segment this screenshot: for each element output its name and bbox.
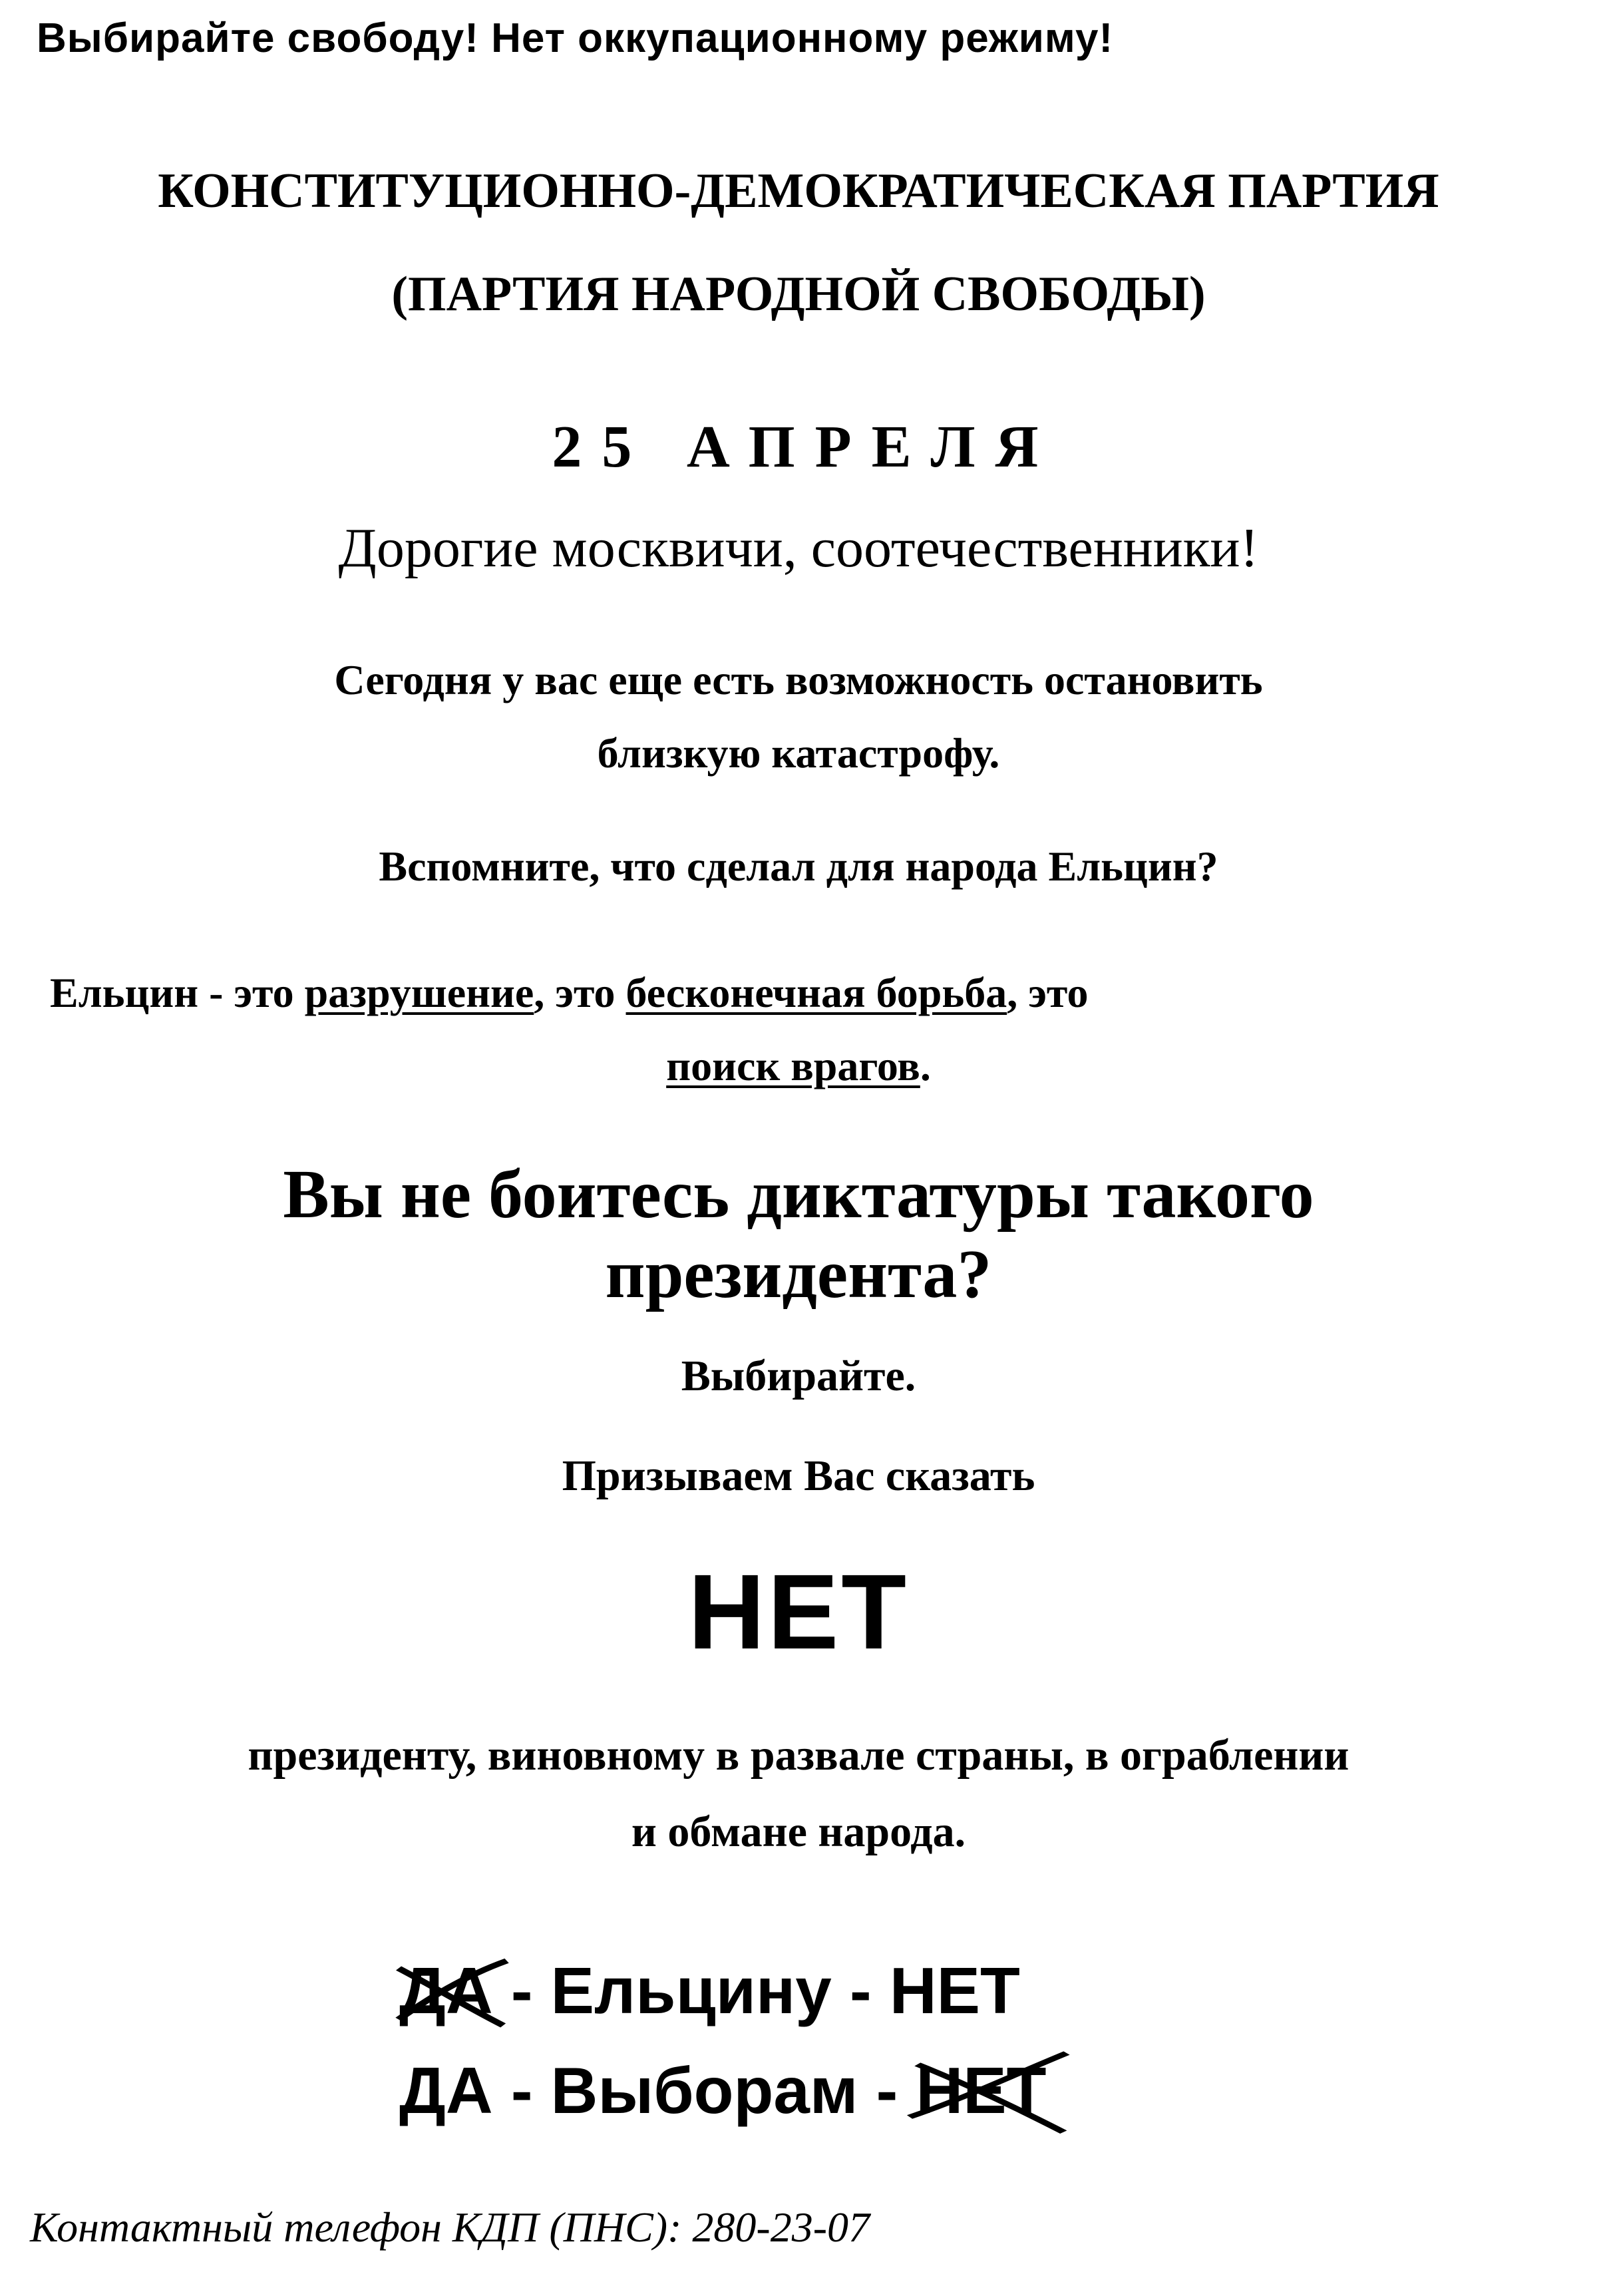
contact-phone: Контактный телефон КДП (ПНС): 280-23-07 [30,2203,870,2251]
paragraph3-end: . [920,1042,931,1089]
struck-yes [399,1953,493,2028]
paragraph1-line1: Сегодня у вас еще есть возможность остановить [334,656,1263,703]
paragraph3-line2 [0,1042,1597,1091]
paragraph3-suffix: , это [1007,969,1089,1016]
slogan-header: Выбирайте свободу! Нет оккупационному режиму! [37,15,1114,61]
underlined-destruction: разрушение [304,969,534,1016]
paragraph2: Вспомните, что сделал для народа Ельцин? [379,843,1218,890]
big-no-heading: НЕТ [688,1552,909,1671]
party-subtitle: (ПАРТИЯ НАРОДНОЙ СВОБОДЫ) [391,267,1206,321]
underlined-enemy-search: поиск врагов [666,1042,920,1089]
underlined-endless-struggle: бесконечная борьба [625,969,1007,1016]
question-line2: президента? [605,1236,992,1312]
cross-out-mark [910,2053,1067,2128]
struck-no-text: НЕТ [916,2054,1047,2127]
paragraph4-line2: и обмане народа. [631,1808,966,1856]
vote-line-yeltsin [399,1953,1464,2028]
paragraph3-prefix: Ельцин - это [50,969,305,1016]
cross-out-mark [393,1953,513,2028]
vote-line-elections [399,2053,1464,2128]
paragraph3-line1 [50,968,1567,1018]
choose-text: Выбирайте. [681,1352,916,1400]
vote-line2-text: ДА - Выборам - [399,2054,916,2127]
paragraph4-line1: президенту, виновному в развале страны, в ограблении [248,1731,1349,1780]
struck-yes-text: ДА [399,1954,493,2027]
greeting: Дорогие москвичи, соотечественники! [338,517,1259,579]
party-name: КОНСТИТУЦИОННО-ДЕМОКРАТИЧЕСКАЯ ПАРТИЯ [158,164,1439,218]
paragraph3-mid: , это [534,969,626,1016]
struck-no [916,2053,1047,2128]
call-text: Призываем Вас сказать [562,1451,1035,1500]
question-line1: Вы не боитесь диктатуры такого [283,1156,1314,1233]
vote-line1-text: - Ельцину - НЕТ [492,1954,1020,2027]
date-heading: 25 АПРЕЛЯ [552,414,1059,480]
paragraph1-line2: близкую катастрофу. [597,729,1000,777]
